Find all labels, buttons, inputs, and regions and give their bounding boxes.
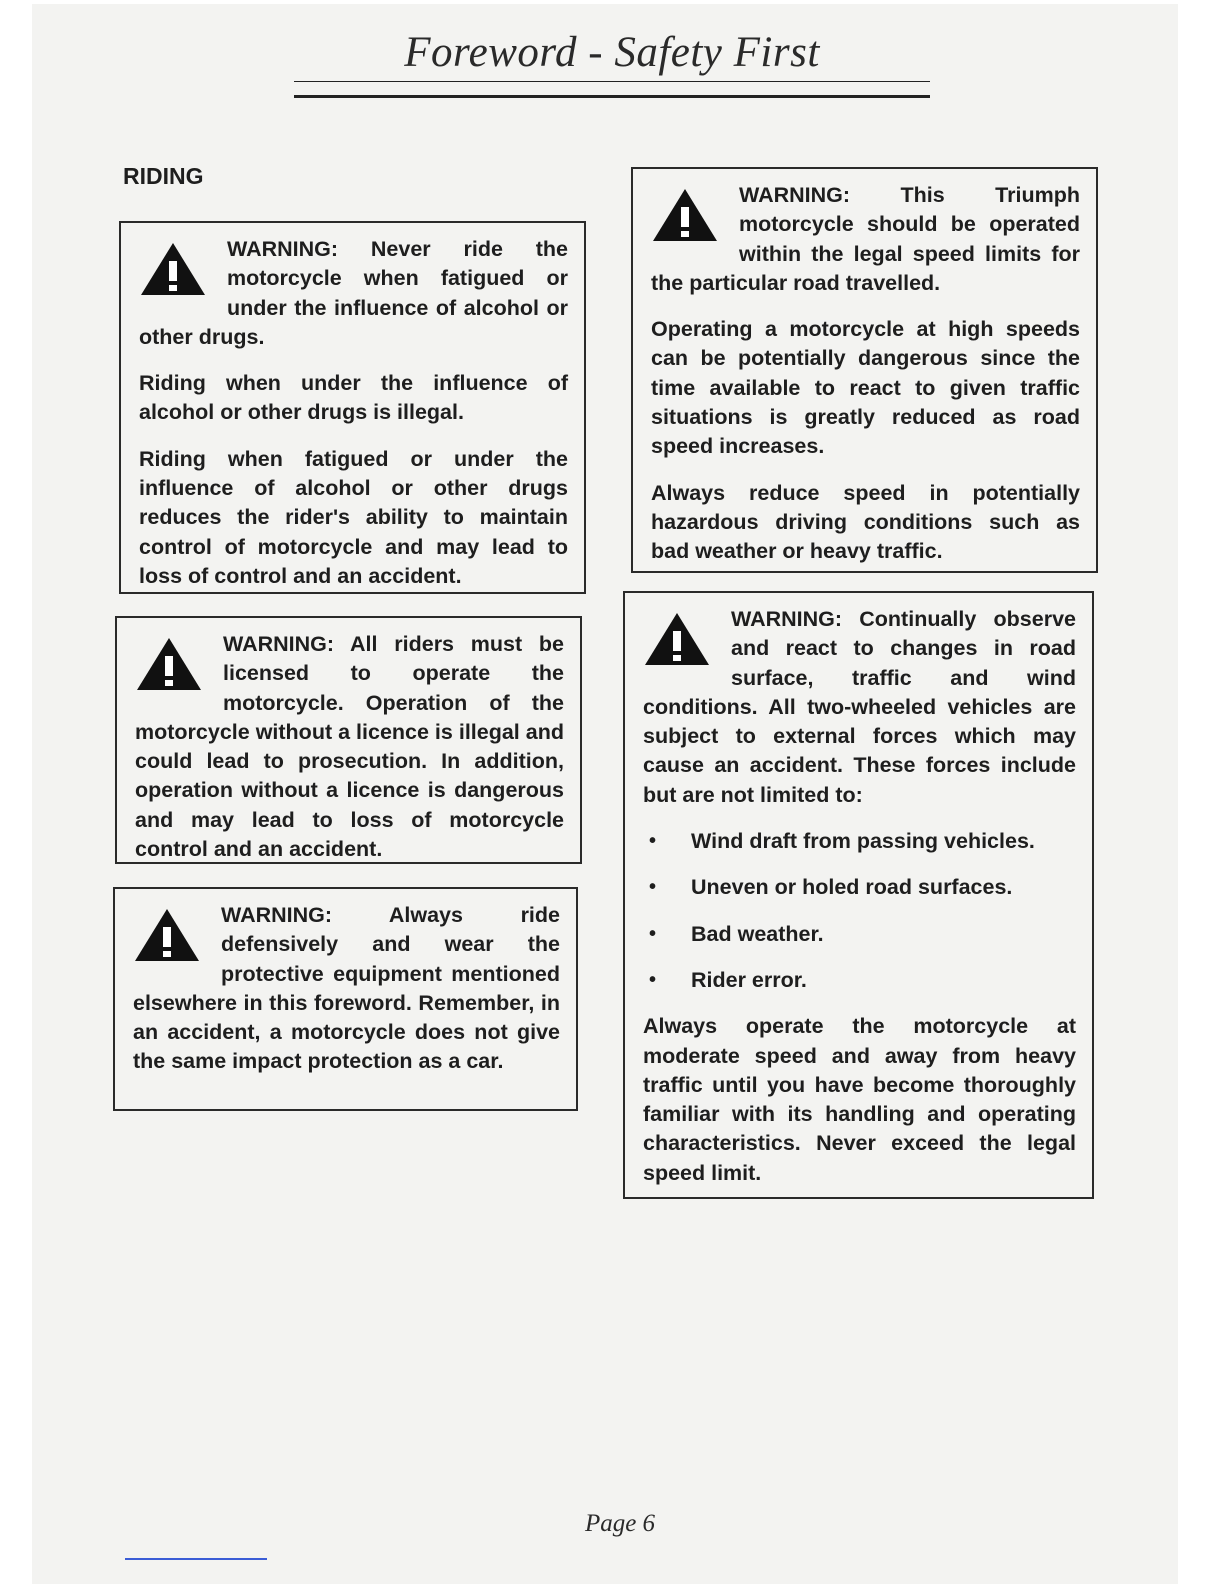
list-item: [643, 827, 1076, 856]
page-title: Foreword - Safety First: [404, 29, 820, 76]
warning-paragraph: Operating a motorcycle at high speeds can be potentially dangerous since the time available to react to given traffic situations is greatly reduced as road speed increases.: [651, 317, 1080, 459]
bullet-icon: •: [649, 968, 657, 991]
warning-box-conditions: [623, 591, 1094, 1199]
bullet-icon: •: [649, 876, 657, 899]
list-item-text: Bad weather.: [691, 921, 824, 946]
warning-triangle-icon: [139, 241, 207, 297]
warning-triangle-icon: [651, 187, 719, 243]
warning-box-speed: [631, 167, 1098, 573]
list-item-text: Wind draft from passing vehicles.: [691, 829, 1035, 854]
warning-paragraph: Riding when fatigued or under the influence of alcohol or other drugs reduces the rider's ability to maintain control of motorcycle and may lead to loss of control and an accident.: [139, 446, 568, 588]
warning-text: WARNING: Always ride defensively and wear the protective equipment mentioned elsewhere in this foreword. Remember, in an accident, a motorcycle does not give the same impact protection as a car.: [133, 903, 560, 1074]
list-item: [643, 920, 1076, 949]
warning-text: WARNING: Continually observe and react to changes in road surface, traffic and wind conditions. All two-wheeled vehicles are subject to external forces which may cause an accident. These forces include but are not limited to:: [643, 607, 1076, 807]
list-item-text: Rider error.: [691, 967, 807, 992]
bullet-icon: •: [649, 830, 657, 853]
title-rule-thin: [294, 81, 930, 82]
warning-box-fatigue: [119, 221, 586, 594]
footer-line: [125, 1558, 267, 1560]
warning-triangle-icon: [133, 907, 201, 963]
list-item: [643, 966, 1076, 995]
warning-box-licence: [115, 616, 582, 864]
warning-box-defensive: [113, 887, 578, 1111]
forces-list: [643, 827, 1076, 995]
warning-text: WARNING: Never ride the motorcycle when fatigued or under the influence of alcohol or other drugs.: [139, 237, 568, 349]
warning-paragraph: Riding when under the influence of alcohol or other drugs is illegal.: [139, 371, 568, 425]
list-item: [643, 873, 1076, 902]
section-heading: RIDING: [123, 163, 204, 189]
bullet-icon: •: [649, 922, 657, 945]
warning-paragraph: Always operate the motorcycle at moderate speed and away from heavy traffic until you have become thoroughly familiar with its handling and operating characteristics. Never exceed the legal speed limit.: [643, 1014, 1076, 1185]
title-rule-thick: [294, 95, 930, 98]
warning-text: WARNING: This Triumph motorcycle should be operated within the legal speed limits for the particular road travelled.: [651, 183, 1080, 295]
warning-paragraph: Always reduce speed in potentially hazardous driving conditions such as bad weather or heavy traffic.: [651, 480, 1080, 564]
warning-triangle-icon: [643, 611, 711, 667]
list-item-text: Uneven or holed road surfaces.: [691, 875, 1013, 900]
page-number: Page 6: [584, 1510, 656, 1537]
warning-triangle-icon: [135, 636, 203, 692]
warning-text: WARNING: All riders must be licensed to operate the motorcycle. Operation of the motorcycle without a licence is illegal and could lead to prosecution. In addition, operation without a licence is dangerous and may lead to loss of motorcycle control and an accident.: [135, 632, 564, 862]
